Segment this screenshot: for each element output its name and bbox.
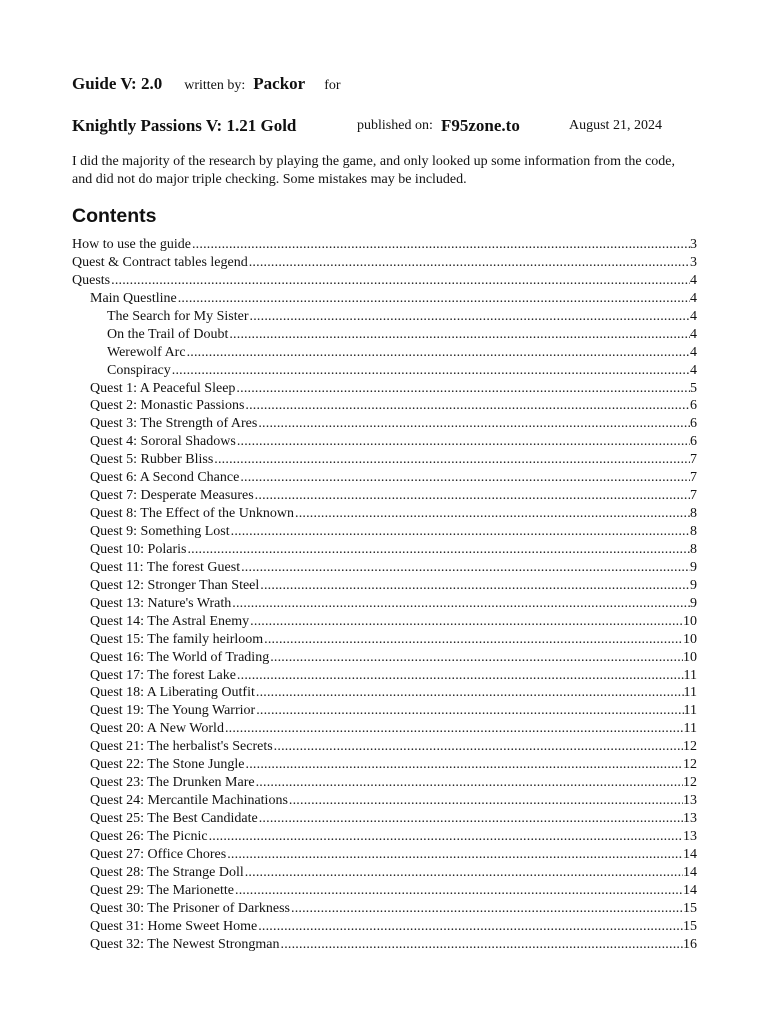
toc-dot-leader [237,667,684,685]
toc-dot-leader [236,380,690,398]
toc-entry[interactable] [72,882,697,900]
toc-entry-page-number: 12 [683,775,697,791]
toc-dot-leader [249,254,690,272]
toc-entry-page-number: 9 [690,559,697,575]
toc-entry-page-number: 6 [690,416,697,432]
toc-entry-page-number: 11 [683,703,697,719]
toc-entry-page-number: 3 [690,254,697,270]
toc-entry-page-number: 8 [690,506,697,522]
toc-entry-page-number: 14 [683,882,697,898]
toc-entry-page-number: 6 [690,398,697,414]
toc-entry[interactable] [72,362,697,380]
toc-entry-label: Werewolf Arc [107,344,186,360]
toc-entry-page-number: 10 [683,631,697,647]
toc-dot-leader [237,433,690,451]
toc-entry-page-number: 15 [683,900,697,916]
toc-entry[interactable] [72,487,697,505]
toc-dot-leader [209,828,683,846]
toc-entry[interactable] [72,577,697,595]
toc-entry[interactable] [72,541,697,559]
toc-entry[interactable] [72,469,697,487]
toc-entry-page-number: 10 [683,613,697,629]
toc-entry-page-number: 7 [690,470,697,486]
toc-entry[interactable] [72,684,697,702]
toc-entry[interactable] [72,380,697,398]
toc-entry-label: Quest 30: The Prisoner of Darkness [90,900,290,916]
toc-entry-page-number: 12 [683,739,697,755]
toc-dot-leader [250,613,683,631]
toc-entry[interactable] [72,308,697,326]
table-of-contents [72,236,697,954]
toc-entry-page-number: 13 [683,793,697,809]
toc-dot-leader [291,900,683,918]
toc-entry[interactable] [72,236,697,254]
toc-entry-page-number: 4 [690,272,697,288]
toc-dot-leader [260,577,690,595]
toc-dot-leader [270,649,683,667]
toc-entry-page-number: 4 [690,362,697,378]
toc-entry[interactable] [72,810,697,828]
toc-entry[interactable] [72,505,697,523]
toc-entry[interactable] [72,344,697,362]
toc-entry-page-number: 7 [690,452,697,468]
intro-paragraph: I did the majority of the research by playing the game, and only looked up some information from the code, and did not do major triple checking. Some mistakes may be included. [72,154,675,187]
toc-entry-page-number: 13 [683,811,697,826]
toc-entry[interactable] [72,451,697,469]
toc-entry-page-number: 4 [690,290,697,306]
toc-entry-label: Quest 12: Stronger Than Steel [90,577,260,593]
toc-entry-page-number: 3 [690,237,697,252]
toc-entry[interactable] [72,290,697,308]
toc-entry-label: Quest 15: The family heirloom [90,631,264,647]
toc-entry-label: Quest 5: Rubber Bliss [90,452,214,468]
toc-entry-label: On the Trail of Doubt [107,326,229,342]
toc-entry-label: Quest 4: Sororal Shadows [90,434,236,450]
game-info-line [72,116,697,136]
toc-dot-leader [246,756,683,774]
toc-dot-leader [264,631,683,649]
toc-entry-page-number: 9 [690,577,697,593]
toc-entry-label: Quest 18: A Liberating Outfit [90,685,255,701]
toc-entry-page-number: 14 [683,864,697,880]
toc-entry-label: Quest 9: Something Lost [90,524,230,539]
toc-entry-page-number: 16 [683,936,697,952]
game-title: Knightly Passions V: 1.21 Gold [72,116,297,135]
toc-entry-label: Quest 17: The forest Lake [90,667,236,683]
toc-entry-label: Quest 13: Nature's Wrath [90,595,232,611]
toc-entry-label: Quest 8: The Effect of the Unknown [90,506,294,522]
toc-entry[interactable] [72,864,697,882]
toc-entry-page-number: 7 [690,488,697,504]
toc-dot-leader [241,559,690,577]
for-label: for [324,78,341,93]
toc-entry-page-number: 11 [683,685,697,701]
guide-version: Guide V: 2.0 [72,74,163,93]
toc-dot-leader [258,918,683,936]
toc-entry-page-number: 15 [683,918,697,934]
toc-entry-label: Quest 27: Office Chores [90,846,227,862]
publish-date: August 21, 2024 [569,118,662,133]
toc-entry[interactable] [72,738,697,756]
toc-entry[interactable] [72,828,697,846]
toc-dot-leader [229,326,690,344]
toc-dot-leader [250,308,690,326]
toc-entry-label: Quest 1: A Peaceful Sleep [90,380,236,396]
toc-dot-leader [111,272,690,290]
toc-entry-label: Quest 14: The Astral Enemy [90,613,250,629]
toc-entry[interactable] [72,792,697,810]
toc-entry-label: Quest 19: The Young Warrior [90,703,256,719]
toc-entry-label: The Search for My Sister [107,308,249,324]
toc-entry-page-number: 9 [690,595,697,611]
toc-entry[interactable] [72,631,697,649]
toc-entry-label: Quest 2: Monastic Passions [90,398,245,414]
toc-dot-leader [178,290,690,308]
toc-entry[interactable] [72,774,697,792]
toc-dot-leader [289,792,683,810]
toc-dot-leader [232,595,690,613]
toc-entry-label: Quest 20: A New World [90,721,224,737]
toc-entry[interactable] [72,559,697,577]
toc-dot-leader [227,846,683,864]
toc-entry-page-number: 11 [683,667,697,683]
toc-entry[interactable] [72,254,697,272]
toc-entry-page-number: 5 [690,380,697,396]
toc-dot-leader [214,451,690,469]
toc-entry-label: Quests [72,272,111,288]
site-name: F95zone.to [441,116,520,135]
toc-entry-page-number: 4 [690,308,697,324]
toc-entry[interactable] [72,702,697,720]
toc-dot-leader [245,864,683,882]
toc-dot-leader [245,397,690,415]
toc-dot-leader [256,774,683,792]
toc-entry[interactable] [72,756,697,774]
toc-entry-page-number: 10 [683,649,697,665]
toc-dot-leader [192,236,690,254]
toc-entry-page-number: 14 [683,846,697,862]
contents-heading: Contents [72,205,157,227]
toc-dot-leader [187,344,690,362]
toc-dot-leader [172,362,690,380]
toc-entry[interactable] [72,846,697,864]
toc-entry[interactable] [72,326,697,344]
toc-dot-leader [235,882,683,900]
toc-entry-page-number: 12 [683,757,697,773]
toc-entry-label: Conspiracy [107,362,171,378]
toc-entry-page-number: 6 [690,434,697,450]
toc-dot-leader [274,738,683,756]
toc-entry-label: Quest 25: The Best Candidate [90,811,258,826]
toc-entry[interactable] [72,272,697,290]
toc-dot-leader [258,415,690,433]
toc-entry-label: Quest 32: The Newest Strongman [90,936,280,952]
toc-entry[interactable] [72,523,697,541]
toc-entry-label: Quest 11: The forest Guest [90,559,241,575]
toc-entry[interactable] [72,613,697,631]
toc-entry-label: Main Questline [90,290,177,306]
toc-entry[interactable] [72,397,697,415]
toc-dot-leader [256,702,683,720]
toc-entry-label: Quest 29: The Marionette [90,882,234,898]
toc-entry-label: Quest 28: The Strange Doll [90,864,244,880]
toc-entry-label: Quest 6: A Second Chance [90,470,240,486]
toc-entry[interactable] [72,720,697,738]
toc-entry-page-number: 13 [683,828,697,844]
author-name: Packor [253,74,306,93]
published-on-label: published on: [357,118,433,133]
toc-entry[interactable] [72,667,697,685]
toc-entry[interactable] [72,649,697,667]
toc-dot-leader [281,936,684,954]
toc-entry-label: Quest 10: Polaris [90,541,187,557]
toc-entry[interactable] [72,415,697,433]
written-by-label: written by: [184,78,246,93]
toc-entry-page-number: 4 [690,326,697,342]
toc-entry-label: Quest 16: The World of Trading [90,649,270,665]
toc-entry-label: Quest & Contract tables legend [72,254,248,270]
toc-dot-leader [295,505,690,523]
toc-entry-label: How to use the guide [72,237,191,252]
toc-entry-label: Quest 3: The Strength of Ares [90,416,258,432]
toc-entry-page-number: 8 [690,541,697,557]
toc-entry[interactable] [72,918,697,936]
toc-dot-leader [259,810,683,828]
toc-entry-label: Quest 31: Home Sweet Home [90,918,258,934]
toc-entry-label: Quest 7: Desperate Measures [90,488,254,504]
toc-dot-leader [256,684,684,702]
toc-entry-label: Quest 21: The herbalist's Secrets [90,739,273,755]
toc-entry-label: Quest 26: The Picnic [90,828,208,844]
guide-info-line [72,74,341,94]
toc-dot-leader [255,487,690,505]
toc-entry[interactable] [72,595,697,613]
toc-entry[interactable] [72,900,697,918]
toc-entry-label: Quest 24: Mercantile Machinations [90,793,288,809]
toc-dot-leader [187,541,690,559]
toc-dot-leader [225,720,684,738]
toc-dot-leader [240,469,690,487]
toc-entry-label: Quest 23: The Drunken Mare [90,775,255,791]
toc-entry[interactable] [72,936,697,954]
toc-entry-label: Quest 22: The Stone Jungle [90,757,245,773]
toc-entry-page-number: 8 [690,524,697,539]
toc-entry-page-number: 4 [690,344,697,360]
toc-entry[interactable] [72,433,697,451]
toc-entry-page-number: 11 [683,721,697,737]
toc-dot-leader [231,523,690,541]
